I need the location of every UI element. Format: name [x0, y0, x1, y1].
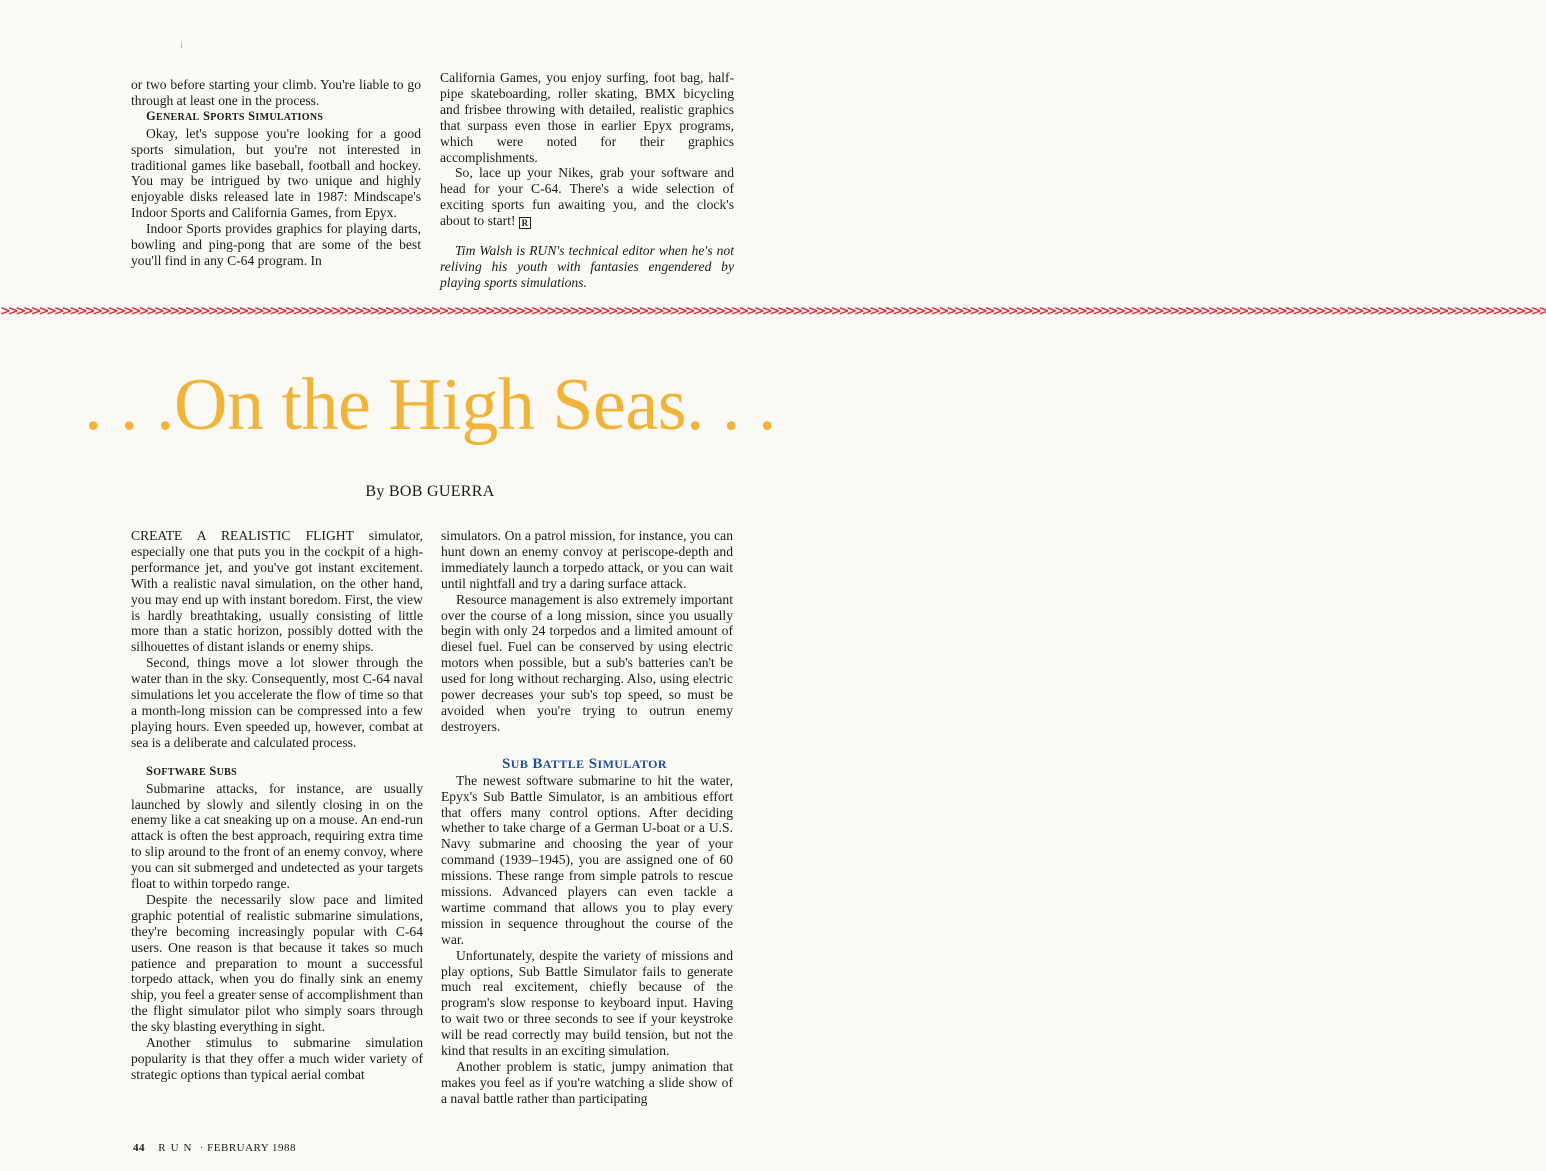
paragraph: So, lace up your Nikes, grab your software and head for your C-64. There's a wide selection of exciting sports fun awaiting you, and the clock's about to start! R [440, 165, 734, 229]
page-number: 44 [133, 1142, 145, 1154]
page-footer [133, 1142, 296, 1154]
paragraph: Okay, let's suppose you're looking for a good sports simulation, but you're not interested in traditional games like baseball, football and hockey. You may be intrigued by two unique and highly enjoyable disks released late in 1987: Mindscape's Indoor Sports and California Games, from Epyx. [131, 125, 421, 221]
paragraph: simulators. On a patrol mission, for instance, you can hunt down an enemy convoy at periscope-depth and immediately launch a torpedo attack, or you can wait until nightfall and try a daring surface attack. [441, 528, 733, 591]
paragraph: CREATE A REALISTIC FLIGHT simulator, especially one that puts you in the cockpit of a high-performance jet, and you've got instant excitement. With a realistic naval simulation, on the other hand, you may end up with instant boredom. First, the view is hardly breathtaking, usually consisting of little more than a static horizon, possibly dotted with the silhouettes of distant islands or enemy ships. [131, 528, 423, 655]
paragraph: Submarine attacks, for instance, are usually launched by slowly and silently closing in on the enemy like a cat sneaking up on a mouse. An end-run attack is often the best approach, requiring extra time to slip around to the front of an enemy convoy, where you can sit submerged and undetected as your targets float to within torpedo range. [131, 780, 423, 892]
article-left-column [131, 528, 423, 1083]
end-mark-icon: R [519, 217, 531, 229]
paragraph: Indoor Sports provides graphics for playing darts, bowling and ping-pong that are some of the best you'll find in any C-64 program. In [131, 221, 421, 268]
paragraph: Unfortunately, despite the variety of missions and play options, Sub Battle Simulator fails to generate much real excitement, chiefly because of the program's slow response to keyboard input. Having to wait two or three seconds to see if your keystroke will be read correctly may build tension, but not the kind that results in an exciting simulation. [441, 947, 733, 1059]
subhead-software-subs: SOFTWARE SUBS [146, 763, 237, 778]
article-title: . . .On the High Seas. . . [84, 364, 776, 446]
paragraph: or two before starting your climb. You're liable to go through at least one in the process. [131, 77, 421, 108]
paragraph: Resource management is also extremely important over the course of a long mission, since you usually begin with only 24 torpedos and a limited amount of diesel fuel. Fuel can be conserved by using electric motors when possible, but a sub's batteries can't be used for long without recharging. Also, using electric power decreases your sub's top speed, so must be avoided when you're trying to outrun enemy destroyers. [441, 591, 733, 734]
paragraph: California Games, you enjoy surfing, foot bag, half-pipe skateboarding, roller skating, BMX bicycling and frisbee throwing with detailed, realistic graphics that surpass even those in earlier Epyx programs, which were noted for their graphics accomplishments. [440, 70, 734, 165]
chevron-divider: >>>>>>>>>>>>>>>>>>>>>>>>>>>>>>>>>>>>>>>>>>>>>>>>>>>>>>>>>>>>>>>>>>>>>>>>>>>>>>>>>>>>>>>>>>>>>>>>>>>>>>>>>>>>>>>>>>>>>>>>>>>>>>>>>>>>>>>>>>>>>>>>>>>>>>>>>>>>>>>>>>>>>>>>>>>>>>>>>>>>>>>>>>>>>>>>>>>>>>>>> [0, 304, 1546, 319]
top-left-column [131, 77, 421, 269]
byline: By BOB GUERRA [365, 483, 495, 500]
paragraph: The newest software submarine to hit the water, Epyx's Sub Battle Simulator, is an ambitious effort that offers many control options. After deciding whether to take charge of a German U-boat or a U.S. Navy submarine and choosing the year of your command (1939–1945), you are assigned one of 60 missions. These range from simple patrols to rescue missions. Advanced players can even tackle a wartime command that allows you to play every mission in sequence throughout the course of the war. [441, 772, 733, 947]
paragraph: Another problem is static, jumpy animation that makes you feel as if you're watching a slide show of a naval battle rather than participating [441, 1059, 733, 1106]
issue-date: · FEBRUARY 1988 [199, 1142, 297, 1154]
author-bio: Tim Walsh is RUN's technical editor when he's not reliving his youth with fantasies engendered by playing sports simulations. [440, 243, 734, 290]
top-right-column [440, 70, 734, 291]
paragraph: Second, things move a lot slower through the water than in the sky. Consequently, most C-64 naval simulations let you accelerate the flow of time so that a month-long mission can be compressed into a few playing hours. Even speeded up, however, combat at sea is a deliberate and calculated process. [131, 655, 423, 750]
subhead-sub-battle-simulator: SUB BATTLE SIMULATOR [502, 755, 667, 772]
article-right-column [441, 528, 733, 1107]
paragraph: Another stimulus to submarine simulation popularity is that they offer a much wider variety of strategic options than typical aerial combat [131, 1035, 423, 1082]
paragraph: Despite the necessarily slow pace and limited graphic potential of realistic submarine simulations, they're becoming increasingly popular with C-64 users. One reason is that because it takes so much patience and preparation to mount a successful torpedo attack, when you do finally sink an enemy ship, you feel a greater sense of accomplishment than the flight simulator pilot who simply soars through the sky blasting everything in sight. [131, 891, 423, 1035]
page-artifact-mark: i [180, 40, 183, 51]
subhead-general-sports-simulations: GENERAL SPORTS SIMULATIONS [146, 108, 324, 123]
magazine-name: RUN [158, 1142, 197, 1154]
